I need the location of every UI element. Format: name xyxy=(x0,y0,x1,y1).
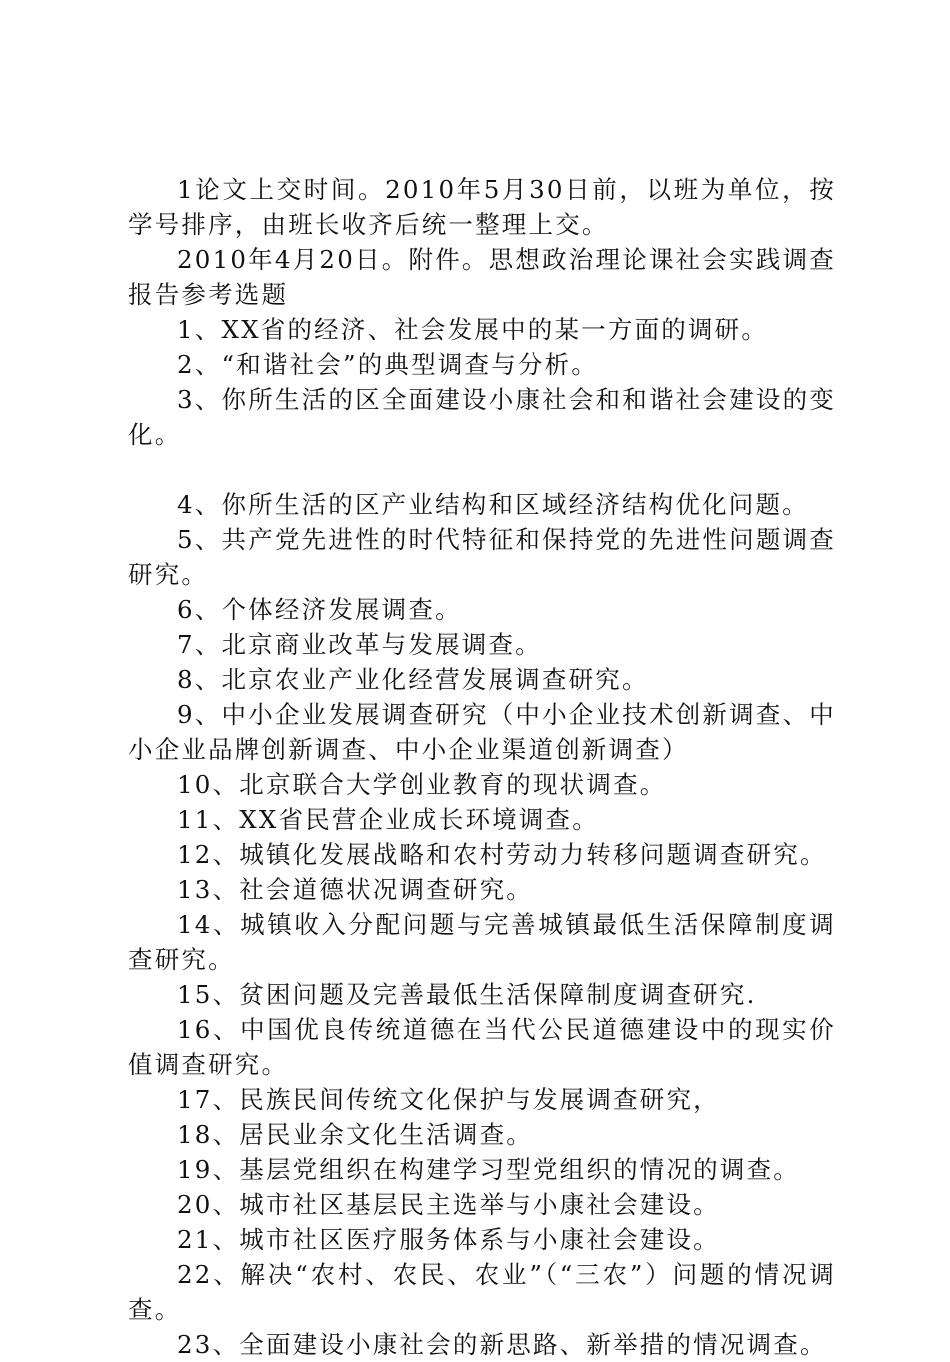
topic-item-22: 22、解决“农村、农民、农业”（“三农”）问题的情况调查。 xyxy=(128,1260,836,1324)
topic-item-3: 3、你所生活的区全面建设小康社会和和谐社会建设的变化。 xyxy=(128,385,836,449)
topic-item-17: 17、民族民间传统文化保护与发展调查研究， xyxy=(177,1085,720,1114)
topic-item-1: 1、XX省的经济、社会发展中的某一方面的调研。 xyxy=(177,315,769,344)
topic-item-23: 23、全面建设小康社会的新思路、新举措的情况调查。 xyxy=(177,1330,827,1359)
topic-item-2: 2、“和谐社会”的典型调查与分析。 xyxy=(177,350,599,379)
topic-item-6: 6、个体经济发展调查。 xyxy=(177,595,462,624)
paragraph-attachment-heading: 2010年4月20日。附件。思想政治理论课社会实践调查报告参考选题 xyxy=(128,245,836,309)
topic-item-13: 13、社会道德状况调查研究。 xyxy=(177,875,533,904)
topic-item-8: 8、北京农业产业化经营发展调查研究。 xyxy=(177,665,649,694)
topic-item-14: 14、城镇收入分配问题与完善城镇最低生活保障制度调查研究。 xyxy=(128,910,836,974)
topic-item-12: 12、城镇化发展战略和农村劳动力转移问题调查研究。 xyxy=(177,840,827,869)
topic-item-9: 9、中小企业发展调查研究（中小企业技术创新调查、中小企业品牌创新调查、中小企业渠道创新调查） xyxy=(128,700,836,764)
topic-item-10: 10、北京联合大学创业教育的现状调查。 xyxy=(177,770,667,799)
topic-item-18: 18、居民业余文化生活调查。 xyxy=(177,1120,533,1149)
topic-item-19: 19、基层党组织在构建学习型党组织的情况的调查。 xyxy=(177,1155,800,1184)
topic-item-7: 7、北京商业改革与发展调查。 xyxy=(177,630,542,659)
topic-item-16: 16、中国优良传统道德在当代公民道德建设中的现实价值调查研究。 xyxy=(128,1015,836,1079)
topic-item-4: 4、你所生活的区产业结构和区域经济结构优化问题。 xyxy=(177,490,809,519)
topic-item-5: 5、共产党先进性的时代特征和保持党的先进性问题调查研究。 xyxy=(128,525,836,589)
topic-item-15: 15、贫困问题及完善最低生活保障制度调查研究. xyxy=(177,980,757,1009)
document-body xyxy=(128,172,836,1362)
topic-item-21: 21、城市社区医疗服务体系与小康社会建设。 xyxy=(177,1225,720,1254)
topic-item-11: 11、XX省民营企业成长环境调查。 xyxy=(177,805,599,834)
topic-item-20: 20、城市社区基层民主选举与小康社会建设。 xyxy=(177,1190,720,1219)
paragraph-submission-time: 1论文上交时间。2010年5月30日前，以班为单位，按学号排序，由班长收齐后统一整理上交。 xyxy=(128,175,836,239)
